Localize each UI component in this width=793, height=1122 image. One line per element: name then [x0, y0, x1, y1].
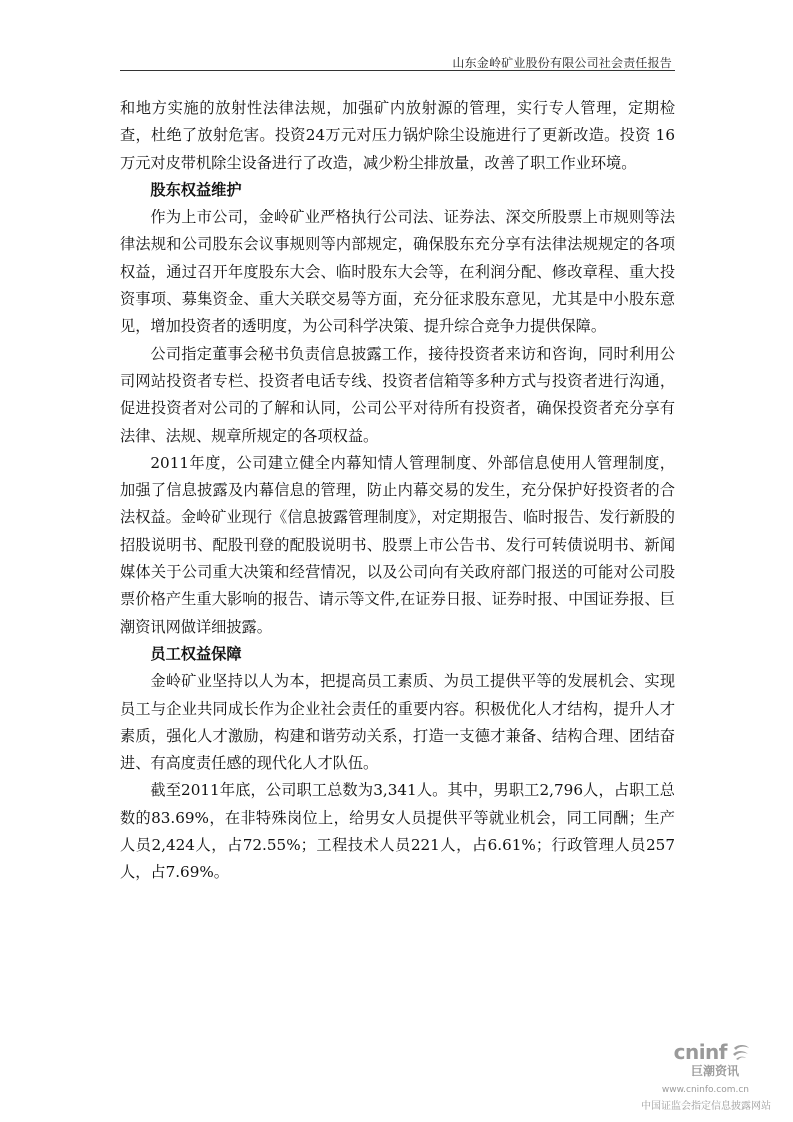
cninfo-brand-cn: 巨潮资讯 [690, 1064, 739, 1078]
header-divider [120, 70, 675, 71]
paragraph-investor-relations: 公司指定董事会秘书负责信息披露工作，接待投资者来访和咨询，同时利用公司网站投资者专栏、投资者电话专线、投资者信箱等多种方式与投资者进行沟通，促进投资者对公司的了解和认同，公司公平对待所有投资者，确保投资者充分享有法律、法规、规章所规定的各项权益。 [120, 344, 675, 445]
cninfo-swirl-icon [731, 1043, 751, 1061]
paragraph-people-oriented: 金岭矿业坚持以人为本，把提高员工素质、为员工提供平等的发展机会、实现员工与企业共同成长作为企业社会责任的重要内容。积极优化人才结构，提升人才素质，强化人才激励，构建和谐劳动关系，打造一支德才兼备、结构合理、团结奋进、有高度责任感的现代化人才队伍。 [120, 672, 675, 773]
cninfo-watermark [621, 1040, 771, 1112]
report-header-title: 山东金岭矿业股份有限公司社会责任报告 [452, 56, 672, 70]
cninfo-site-label: 中国证监会指定信息披露网站 [641, 1101, 771, 1112]
paragraph-information-disclosure: 2011年度，公司建立健全内幕知情人管理制度、外部信息使用人管理制度，加强了信息披露及内幕信息的管理，防止内幕交易的发生，充分保护好投资者的合法权益。金岭矿业现行《信息披露管理制度》，对定期报告、临时报告、发行新股的招股说明书、配股刊登的配股说明书、股票上市公告书、发行可转债说明书、新闻媒体关于公司重大决策和经营情况，以及公司向有关政府部门报送的可能对公司股票价格产生重大影响的报告、请示等文件,在证券日报、证券时报、中国证券报、巨潮资讯网做详细披露。 [120, 453, 675, 636]
report-body [120, 95, 675, 887]
paragraph-shareholder-compliance: 作为上市公司，金岭矿业严格执行公司法、证券法、深交所股票上市规则等法律法规和公司股东会议事规则等内部规定，确保股东充分享有法律法规规定的各项权益，通过召开年度股东大会、临时股东大会等，在利润分配、修改章程、重大投资事项、募集资金、重大关联交易等方面，充分征求股东意见，尤其是中小股东意见，增加投资者的透明度，为公司科学决策、提升综合竞争力提供保障。 [120, 208, 675, 336]
section-heading-employee-rights: 员工权益保障 [150, 644, 242, 663]
continued-paragraph: 和地方实施的放射性法律法规，加强矿内放射源的管理，实行专人管理，定期检查，杜绝了放射危害。投资24万元对压力锅炉除尘设施进行了更新改造。投资 16万元对皮带机除尘设备进行了改造，减少粉尘排放量，改善了职工作业环境。 [120, 99, 675, 172]
section-heading-shareholder-rights: 股东权益维护 [150, 180, 242, 199]
cninfo-logo-text: cninf [673, 1040, 727, 1064]
cninfo-logo [621, 1040, 751, 1064]
cninfo-url: www.cninfo.com.cn [661, 1085, 749, 1095]
paragraph-employee-statistics: 截至2011年底，公司职工总数为3,341人。其中，男职工2,796人，占职工总数的83.69%，在非特殊岗位上，给男女人员提供平等就业机会，同工同酬；生产人员2,424人，占72.55%；工程技术人员221人，占6.61%；行政管理人员257人，占7.69%。 [120, 781, 675, 882]
